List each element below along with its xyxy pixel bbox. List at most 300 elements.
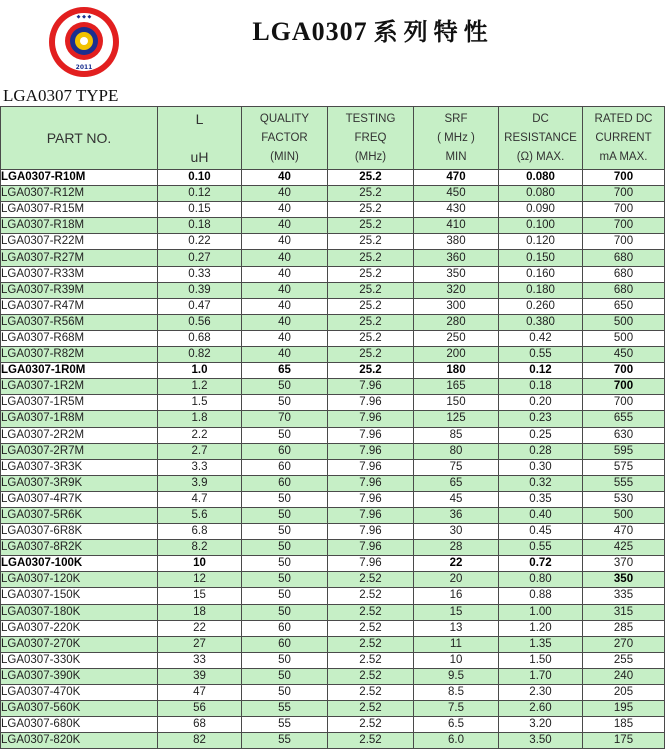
part-number-cell: LGA0307-R47M	[1, 298, 158, 314]
part-number-cell: LGA0307-3R9K	[1, 475, 158, 491]
test-freq-cell: 2.52	[328, 604, 414, 620]
srf-cell: 6.5	[414, 717, 499, 733]
part-number-cell: LGA0307-330K	[1, 652, 158, 668]
quality-factor-cell: 40	[242, 282, 328, 298]
srf-cell: 180	[414, 363, 499, 379]
quality-factor-cell: 60	[242, 620, 328, 636]
quality-factor-cell: 60	[242, 636, 328, 652]
rated-current-cell: 595	[583, 443, 665, 459]
part-number-cell: LGA0307-560K	[1, 701, 158, 717]
rated-current-cell: 575	[583, 459, 665, 475]
dc-resistance-cell: 0.32	[499, 475, 583, 491]
test-freq-cell: 7.96	[328, 475, 414, 491]
table-row	[1, 459, 665, 475]
part-number-cell: LGA0307-820K	[1, 733, 158, 749]
inductance-cell: 82	[158, 733, 242, 749]
test-freq-cell: 25.2	[328, 170, 414, 186]
dc-resistance-cell: 0.28	[499, 443, 583, 459]
srf-cell: 80	[414, 443, 499, 459]
rated-current-cell: 450	[583, 347, 665, 363]
inductance-cell: 0.47	[158, 298, 242, 314]
test-freq-cell: 2.52	[328, 572, 414, 588]
part-number-cell: LGA0307-1R0M	[1, 363, 158, 379]
quality-factor-cell: 40	[242, 186, 328, 202]
table-row	[1, 347, 665, 363]
part-number-cell: LGA0307-R27M	[1, 250, 158, 266]
dc-resistance-cell: 3.50	[499, 733, 583, 749]
column-header-line: ( MHz )	[437, 131, 475, 144]
column-header-line: QUALITY	[259, 112, 310, 125]
table-row	[1, 685, 665, 701]
part-number-cell: LGA0307-R39M	[1, 282, 158, 298]
table-row	[1, 170, 665, 186]
inductance-cell: 12	[158, 572, 242, 588]
part-number-cell: LGA0307-270K	[1, 636, 158, 652]
table-row	[1, 540, 665, 556]
srf-cell: 200	[414, 347, 499, 363]
quality-factor-cell: 40	[242, 347, 328, 363]
srf-cell: 6.0	[414, 733, 499, 749]
part-number-cell: LGA0307-180K	[1, 604, 158, 620]
part-number-cell: LGA0307-470K	[1, 685, 158, 701]
quality-factor-cell: 40	[242, 250, 328, 266]
quality-factor-cell: 40	[242, 298, 328, 314]
table-row	[1, 588, 665, 604]
dc-resistance-cell: 0.260	[499, 298, 583, 314]
srf-cell: 45	[414, 491, 499, 507]
part-number-cell: LGA0307-390K	[1, 668, 158, 684]
srf-cell: 9.5	[414, 668, 499, 684]
rated-current-cell: 195	[583, 701, 665, 717]
table-row	[1, 363, 665, 379]
part-number-cell: LGA0307-R10M	[1, 170, 158, 186]
column-header	[158, 107, 242, 170]
inductance-cell: 39	[158, 668, 242, 684]
table-row	[1, 186, 665, 202]
table-row	[1, 636, 665, 652]
table-row	[1, 250, 665, 266]
test-freq-cell: 2.52	[328, 733, 414, 749]
column-header-line: PART NO.	[46, 129, 112, 146]
dc-resistance-cell: 0.72	[499, 556, 583, 572]
rated-current-cell: 700	[583, 363, 665, 379]
table-row	[1, 202, 665, 218]
quality-factor-cell: 50	[242, 604, 328, 620]
srf-cell: 250	[414, 330, 499, 346]
part-number-cell: LGA0307-R22M	[1, 234, 158, 250]
rated-current-cell: 700	[583, 218, 665, 234]
column-header-line: (MHz)	[354, 150, 387, 163]
column-header-line: MIN	[445, 150, 467, 163]
rated-current-cell: 335	[583, 588, 665, 604]
srf-cell: 28	[414, 540, 499, 556]
test-freq-cell: 7.96	[328, 524, 414, 540]
srf-cell: 10	[414, 652, 499, 668]
rated-current-cell: 530	[583, 491, 665, 507]
rated-current-cell: 500	[583, 314, 665, 330]
test-freq-cell: 25.2	[328, 266, 414, 282]
quality-factor-cell: 40	[242, 202, 328, 218]
part-number-cell: LGA0307-R56M	[1, 314, 158, 330]
inductance-cell: 5.6	[158, 507, 242, 523]
table-row	[1, 701, 665, 717]
dc-resistance-cell: 0.12	[499, 363, 583, 379]
dc-resistance-cell: 0.100	[499, 218, 583, 234]
dc-resistance-cell: 2.60	[499, 701, 583, 717]
rated-current-cell: 185	[583, 717, 665, 733]
test-freq-cell: 2.52	[328, 636, 414, 652]
inductance-cell: 56	[158, 701, 242, 717]
rated-current-cell: 370	[583, 556, 665, 572]
test-freq-cell: 7.96	[328, 491, 414, 507]
test-freq-cell: 25.2	[328, 202, 414, 218]
table-row	[1, 620, 665, 636]
srf-cell: 300	[414, 298, 499, 314]
srf-cell: 125	[414, 411, 499, 427]
table-row	[1, 427, 665, 443]
table-row	[1, 234, 665, 250]
dc-resistance-cell: 0.45	[499, 524, 583, 540]
rated-current-cell: 630	[583, 427, 665, 443]
quality-factor-cell: 40	[242, 266, 328, 282]
quality-factor-cell: 60	[242, 443, 328, 459]
quality-factor-cell: 50	[242, 588, 328, 604]
srf-cell: 430	[414, 202, 499, 218]
column-header-line: TESTING	[345, 112, 396, 125]
srf-cell: 450	[414, 186, 499, 202]
table-row	[1, 395, 665, 411]
quality-factor-cell: 55	[242, 701, 328, 717]
inductance-cell: 0.82	[158, 347, 242, 363]
part-number-cell: LGA0307-R18M	[1, 218, 158, 234]
rated-current-cell: 700	[583, 395, 665, 411]
table-row	[1, 717, 665, 733]
column-header	[499, 107, 583, 170]
inductance-cell: 0.15	[158, 202, 242, 218]
srf-cell: 22	[414, 556, 499, 572]
rated-current-cell: 205	[583, 685, 665, 701]
rated-current-cell: 470	[583, 524, 665, 540]
rated-current-cell: 285	[583, 620, 665, 636]
dc-resistance-cell: 0.80	[499, 572, 583, 588]
quality-factor-cell: 55	[242, 733, 328, 749]
part-number-cell: LGA0307-1R2M	[1, 379, 158, 395]
inductance-cell: 0.18	[158, 218, 242, 234]
inductance-cell: 0.12	[158, 186, 242, 202]
dc-resistance-cell: 0.380	[499, 314, 583, 330]
inductance-cell: 22	[158, 620, 242, 636]
rated-current-cell: 650	[583, 298, 665, 314]
column-header	[583, 107, 665, 170]
srf-cell: 470	[414, 170, 499, 186]
part-number-cell: LGA0307-680K	[1, 717, 158, 733]
test-freq-cell: 7.96	[328, 507, 414, 523]
quality-factor-cell: 50	[242, 524, 328, 540]
dc-resistance-cell: 1.35	[499, 636, 583, 652]
srf-cell: 15	[414, 604, 499, 620]
test-freq-cell: 25.2	[328, 347, 414, 363]
logo-year: 2011	[75, 64, 93, 71]
rated-current-cell: 655	[583, 411, 665, 427]
rated-current-cell: 700	[583, 234, 665, 250]
part-number-cell: LGA0307-6R8K	[1, 524, 158, 540]
column-header-line	[158, 129, 241, 148]
inductance-cell: 6.8	[158, 524, 242, 540]
column-header-line: RESISTANCE	[504, 131, 577, 144]
inductance-cell: 1.0	[158, 363, 242, 379]
inductance-cell: 8.2	[158, 540, 242, 556]
test-freq-cell: 25.2	[328, 250, 414, 266]
column-header-line: mA MAX.	[599, 150, 648, 163]
test-freq-cell: 25.2	[328, 298, 414, 314]
table-row	[1, 330, 665, 346]
dc-resistance-cell: 0.55	[499, 540, 583, 556]
inductance-cell: 18	[158, 604, 242, 620]
dc-resistance-cell: 0.18	[499, 379, 583, 395]
test-freq-cell: 25.2	[328, 282, 414, 298]
quality-factor-cell: 50	[242, 395, 328, 411]
srf-cell: 13	[414, 620, 499, 636]
inductance-cell: 10	[158, 556, 242, 572]
dc-resistance-cell: 0.30	[499, 459, 583, 475]
srf-cell: 36	[414, 507, 499, 523]
table-row	[1, 266, 665, 282]
part-number-cell: LGA0307-220K	[1, 620, 158, 636]
quality-factor-cell: 50	[242, 379, 328, 395]
quality-factor-cell: 50	[242, 427, 328, 443]
dc-resistance-cell: 0.120	[499, 234, 583, 250]
srf-cell: 11	[414, 636, 499, 652]
test-freq-cell: 2.52	[328, 717, 414, 733]
inductance-cell: 0.10	[158, 170, 242, 186]
srf-cell: 8.5	[414, 685, 499, 701]
rated-current-cell: 700	[583, 186, 665, 202]
test-freq-cell: 25.2	[328, 363, 414, 379]
quality-factor-cell: 70	[242, 411, 328, 427]
inductance-cell: 2.2	[158, 427, 242, 443]
test-freq-cell: 2.52	[328, 620, 414, 636]
part-number-cell: LGA0307-5R6K	[1, 507, 158, 523]
table-row	[1, 556, 665, 572]
test-freq-cell: 25.2	[328, 330, 414, 346]
part-number-cell: LGA0307-R15M	[1, 202, 158, 218]
dc-resistance-cell: 0.20	[499, 395, 583, 411]
test-freq-cell: 7.96	[328, 379, 414, 395]
inductance-cell: 27	[158, 636, 242, 652]
test-freq-cell: 2.52	[328, 588, 414, 604]
part-number-cell: LGA0307-4R7K	[1, 491, 158, 507]
dc-resistance-cell: 0.42	[499, 330, 583, 346]
spec-table	[0, 106, 665, 749]
rated-current-cell: 240	[583, 668, 665, 684]
column-header-line: DC	[532, 112, 549, 125]
rated-current-cell: 315	[583, 604, 665, 620]
column-header	[328, 107, 414, 170]
srf-cell: 350	[414, 266, 499, 282]
inductance-cell: 4.7	[158, 491, 242, 507]
srf-cell: 20	[414, 572, 499, 588]
srf-cell: 16	[414, 588, 499, 604]
dc-resistance-cell: 2.30	[499, 685, 583, 701]
inductance-cell: 0.33	[158, 266, 242, 282]
srf-cell: 360	[414, 250, 499, 266]
rated-current-cell: 700	[583, 379, 665, 395]
inductance-cell: 68	[158, 717, 242, 733]
quality-factor-cell: 65	[242, 363, 328, 379]
test-freq-cell: 25.2	[328, 314, 414, 330]
table-row	[1, 411, 665, 427]
dc-resistance-cell: 1.50	[499, 652, 583, 668]
dc-resistance-cell: 0.180	[499, 282, 583, 298]
dc-resistance-cell: 1.20	[499, 620, 583, 636]
test-freq-cell: 2.52	[328, 701, 414, 717]
dc-resistance-cell: 0.35	[499, 491, 583, 507]
quality-factor-cell: 50	[242, 572, 328, 588]
inductance-cell: 1.5	[158, 395, 242, 411]
srf-cell: 65	[414, 475, 499, 491]
dc-resistance-cell: 0.40	[499, 507, 583, 523]
quality-factor-cell: 60	[242, 475, 328, 491]
inductance-cell: 15	[158, 588, 242, 604]
inductance-cell: 0.27	[158, 250, 242, 266]
rated-current-cell: 270	[583, 636, 665, 652]
table-row	[1, 379, 665, 395]
quality-factor-cell: 50	[242, 685, 328, 701]
rated-current-cell: 700	[583, 202, 665, 218]
rated-current-cell: 555	[583, 475, 665, 491]
test-freq-cell: 7.96	[328, 556, 414, 572]
dc-resistance-cell: 0.150	[499, 250, 583, 266]
inductance-cell: 0.68	[158, 330, 242, 346]
part-number-cell: LGA0307-8R2K	[1, 540, 158, 556]
table-row	[1, 668, 665, 684]
inductance-cell: 33	[158, 652, 242, 668]
inductance-cell: 2.7	[158, 443, 242, 459]
column-header-line: L	[195, 110, 204, 127]
rated-current-cell: 680	[583, 250, 665, 266]
quality-factor-cell: 50	[242, 507, 328, 523]
quality-factor-cell: 40	[242, 330, 328, 346]
header-row	[1, 107, 665, 170]
table-row	[1, 443, 665, 459]
quality-factor-cell: 40	[242, 170, 328, 186]
column-header	[1, 107, 158, 170]
test-freq-cell: 7.96	[328, 540, 414, 556]
rated-current-cell: 680	[583, 282, 665, 298]
table-row	[1, 218, 665, 234]
table-row	[1, 491, 665, 507]
table-row	[1, 652, 665, 668]
test-freq-cell: 7.96	[328, 427, 414, 443]
inductance-cell: 0.56	[158, 314, 242, 330]
srf-cell: 7.5	[414, 701, 499, 717]
part-number-cell: LGA0307-3R3K	[1, 459, 158, 475]
table-row	[1, 314, 665, 330]
column-header-line: RATED DC	[594, 112, 653, 125]
srf-cell: 410	[414, 218, 499, 234]
dc-resistance-cell: 0.160	[499, 266, 583, 282]
rated-current-cell: 700	[583, 170, 665, 186]
title-latin: LGA0307	[252, 17, 368, 46]
column-header-line: CURRENT	[595, 131, 652, 144]
column-header-line: uH	[190, 148, 209, 165]
quality-factor-cell: 50	[242, 556, 328, 572]
srf-cell: 280	[414, 314, 499, 330]
part-number-cell: LGA0307-2R2M	[1, 427, 158, 443]
srf-cell: 30	[414, 524, 499, 540]
quality-factor-cell: 40	[242, 314, 328, 330]
part-number-cell: LGA0307-R82M	[1, 347, 158, 363]
part-number-cell: LGA0307-R33M	[1, 266, 158, 282]
test-freq-cell: 2.52	[328, 668, 414, 684]
srf-cell: 75	[414, 459, 499, 475]
dc-resistance-cell: 0.55	[499, 347, 583, 363]
part-number-cell: LGA0307-R68M	[1, 330, 158, 346]
test-freq-cell: 25.2	[328, 218, 414, 234]
inductance-cell: 0.22	[158, 234, 242, 250]
test-freq-cell: 7.96	[328, 459, 414, 475]
svg-text:◆ ◆ ◆: ◆ ◆ ◆	[76, 14, 92, 20]
dc-resistance-cell: 1.70	[499, 668, 583, 684]
table-row	[1, 733, 665, 749]
test-freq-cell: 7.96	[328, 411, 414, 427]
inductance-cell: 1.8	[158, 411, 242, 427]
quality-factor-cell: 55	[242, 717, 328, 733]
column-header-line: (Ω) MAX.	[516, 150, 565, 163]
quality-factor-cell: 50	[242, 668, 328, 684]
rated-current-cell: 500	[583, 507, 665, 523]
dc-resistance-cell: 0.25	[499, 427, 583, 443]
page-title	[0, 12, 668, 47]
rated-current-cell: 175	[583, 733, 665, 749]
dc-resistance-cell: 0.080	[499, 170, 583, 186]
quality-factor-cell: 40	[242, 234, 328, 250]
inductance-cell: 3.9	[158, 475, 242, 491]
column-header	[242, 107, 328, 170]
test-freq-cell: 25.2	[328, 234, 414, 250]
quality-factor-cell: 50	[242, 540, 328, 556]
inductance-cell: 47	[158, 685, 242, 701]
part-number-cell: LGA0307-R12M	[1, 186, 158, 202]
srf-cell: 85	[414, 427, 499, 443]
test-freq-cell: 7.96	[328, 443, 414, 459]
type-label: LGA0307 TYPE	[3, 86, 119, 105]
column-header-line: FACTOR	[261, 131, 308, 144]
column-header-line: SRF	[444, 112, 468, 125]
part-number-cell: LGA0307-1R8M	[1, 411, 158, 427]
test-freq-cell: 25.2	[328, 186, 414, 202]
test-freq-cell: 2.52	[328, 685, 414, 701]
table-row	[1, 524, 665, 540]
part-number-cell: LGA0307-150K	[1, 588, 158, 604]
rated-current-cell: 500	[583, 330, 665, 346]
dc-resistance-cell: 0.88	[499, 588, 583, 604]
dc-resistance-cell: 0.080	[499, 186, 583, 202]
dc-resistance-cell: 3.20	[499, 717, 583, 733]
table-row	[1, 572, 665, 588]
inductance-cell: 1.2	[158, 379, 242, 395]
part-number-cell: LGA0307-100K	[1, 556, 158, 572]
quality-factor-cell: 40	[242, 218, 328, 234]
srf-cell: 380	[414, 234, 499, 250]
table-row	[1, 282, 665, 298]
inductance-cell: 0.39	[158, 282, 242, 298]
rated-current-cell: 255	[583, 652, 665, 668]
quality-factor-cell: 50	[242, 652, 328, 668]
table-row	[1, 604, 665, 620]
column-header	[414, 107, 499, 170]
part-number-cell: LGA0307-1R5M	[1, 395, 158, 411]
